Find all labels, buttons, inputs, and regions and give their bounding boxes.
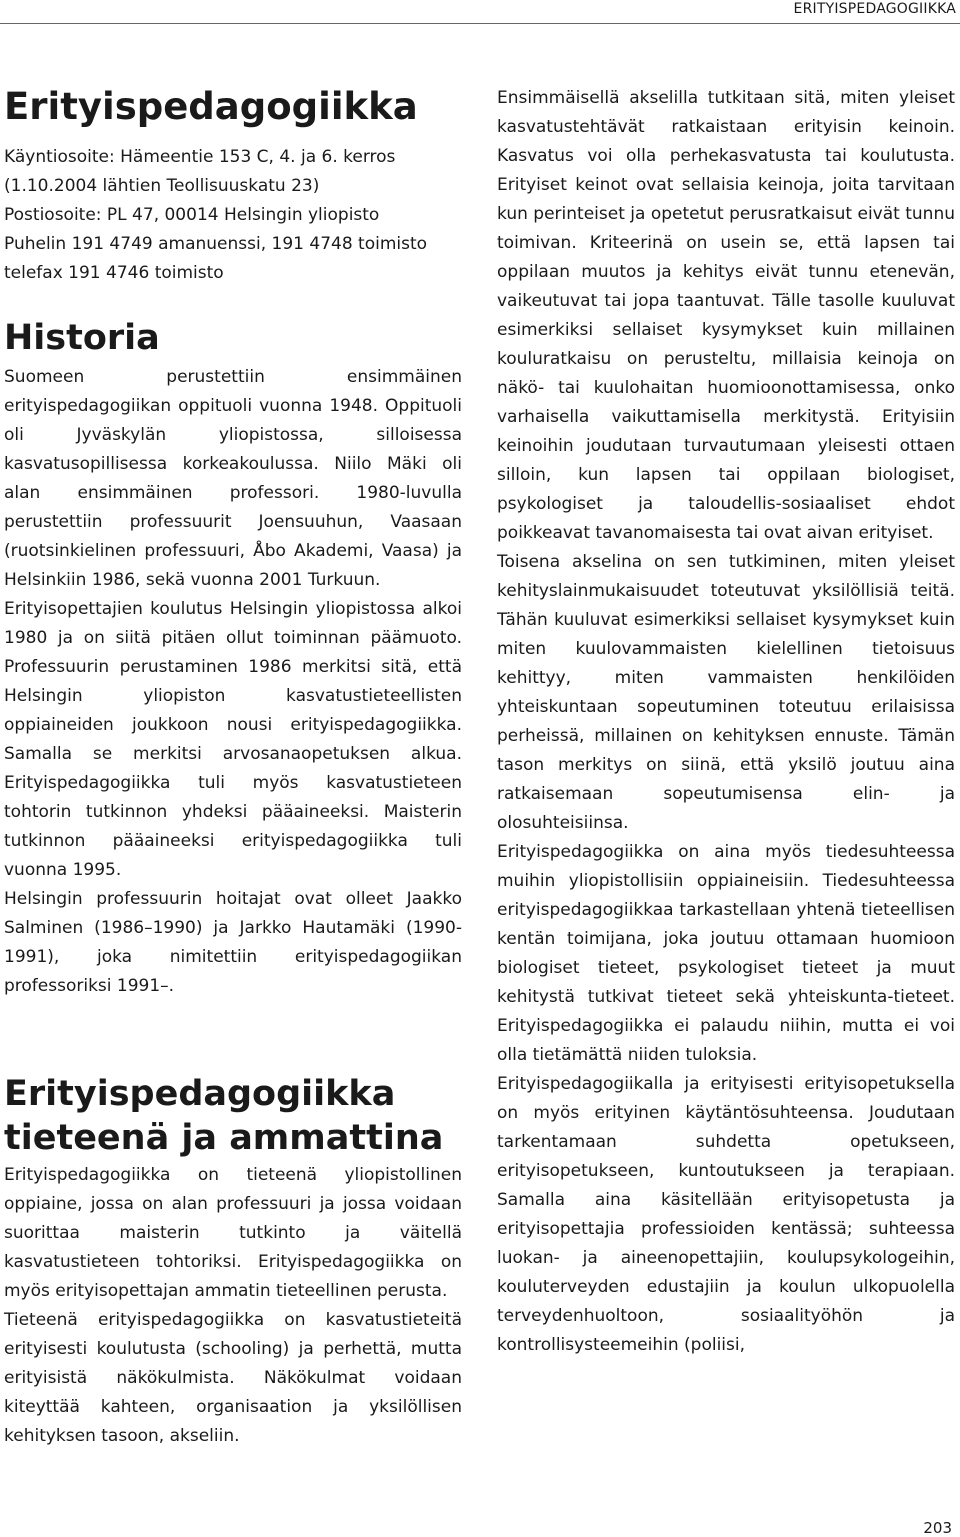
right-column-body	[497, 84, 955, 1360]
address-block	[4, 143, 462, 288]
page-header	[0, 0, 960, 24]
address-fax: telefax 191 4746 toimisto	[4, 263, 224, 283]
address-postal: Postiosoite: PL 47, 00014 Helsingin yliopisto	[4, 205, 380, 225]
body-paragraph: Ensimmäisellä akselilla tutkitaan sitä, miten yleiset kasvatustehtävät ratkaistaan erityisin keinoin. Kasvatus voi olla perhekasvatusta tai koulutusta. Erityiset keinot ovat sellaisia keinoja, joita tarvitaan kun perinteiset ja opetetut perusratkaisut eivät tunnu toimivan. Kriteerinä on usein se, että lapsen tai oppilaan muutos ja kehitys eivät tunnu etenevän, vaikeutuvat tai jopa taantuvat. Tälle tasolle kuuluvat esimerkiksi sellaiset kysymykset kuin millainen kouluratkaisu on perusteltu, millaisia keinoja on näkö- tai kuulohaitan huomioonottamisessa, onko varhaisella vaikuttamisella merkitystä. Erityisiin keinoihin joudutaan turvautumaan yleisesti ottaen silloin, kun lapsen tai oppilaan biologiset, psykologiset ja taloudellis-sosiaaliset ehdot poikkeavat tavanomaisesta tai ovat aivan erityiset.	[497, 88, 955, 543]
tieteena-heading-line2: tieteenä ja ammattina	[4, 1118, 444, 1158]
page-title: Erityispedagogiikka	[4, 85, 418, 128]
body-paragraph: Toisena akselina on sen tutkiminen, miten yleiset kehityslainmukaisuudet toteutuvat yksilöllisiä teitä. Tähän kuuluvat esimerkiksi sellaiset kysymykset kuin miten kuulovammaisten kielellinen tietoisuus kehittyy, miten vammaisten henkilöiden yhteiskuntaan sopeutuminen toteutuu erilaisissa perheissä, millainen on kehityksen ennuste. Tämän tason merkitys on siinä, että yksilö joutuu aina ratkaisemaan sopeutumisensa elin- ja olosuhteisiinsa.	[497, 552, 955, 833]
header-rule	[0, 23, 960, 24]
address-visiting: Käyntiosoite: Hämeentie 153 C, 4. ja 6. kerros (1.10.2004 lähtien Teollisuuskatu 23)	[4, 147, 396, 196]
historia-heading: Historia	[4, 318, 160, 358]
historia-paragraph: Erityisopettajien koulutus Helsingin yliopistossa alkoi 1980 ja on siitä pitäen ollut toiminnan päämuoto. Professuurin perustaminen 1986 merkitsi sitä, että Helsingin yliopiston kasvatustieteellisten oppiaineiden joukkoon nousi erityispedagogiikka. Samalla se merkitsi arvosanaopetuksen alkua. Erityispedagogiikka tuli myös kasvatustieteen tohtorin tutkinnon yhdeksi pääaineeksi. Maisterin tutkinnon pääaineeksi erityispedagogiikka tuli vuonna 1995.	[4, 599, 462, 880]
body-paragraph: Erityispedagogiikalla ja erityisesti erityisopetuksella on myös erityinen käytäntösuhteensa. Joudutaan tarkentamaan suhdetta opetukseen, erityisopetukseen, kuntoutukseen ja terapiaan. Samalla aina käsitellään erityisopetusta ja erityisopettajia professioiden kentässä; suhteessa luokan- ja aineenopettajiin, koulupsykologeihin, kouluterveyden edustajiin ja koulun ulkopuolella terveydenhuoltoon, sosiaalityöhön ja kontrollisysteemeihin (poliisi,	[497, 1074, 955, 1355]
address-phone: Puhelin 191 4749 amanuenssi, 191 4748 toimisto	[4, 234, 428, 254]
page-number: 203	[923, 1519, 952, 1537]
body-paragraph: Erityispedagogiikka on aina myös tiedesuhteessa muihin yliopistollisiin oppiaineisiin. Tiedesuhteessa erityispedagogiikkaa tarkastellaan yhtenä tieteellisen kentän toimijana, joka joutuu ottamaan huomioon biologiset tieteet, psykologiset tieteet ja muut kehitystä tutkivat tieteet sekä yhteiskunta-tieteet. Erityispedagogiikka ei palaudu niihin, mutta ei voi olla tietämättä niiden tuloksia.	[497, 842, 955, 1065]
tieteena-heading	[4, 1072, 443, 1160]
historia-body	[4, 363, 462, 1001]
tieteena-body	[4, 1161, 462, 1451]
running-head: ERITYISPEDAGOGIIKKA	[793, 1, 956, 17]
tieteena-heading-line1: Erityispedagogiikka	[4, 1074, 396, 1114]
tieteena-paragraph: Erityispedagogiikka on tieteenä yliopistollinen oppiaine, jossa on alan professuuri ja jossa voidaan suorittaa maisterin tutkinto ja väitellä kasvatustieteen tohtoriksi. Erityispedagogiikka on myös erityisopettajan ammatin tieteellinen perusta.	[4, 1165, 462, 1301]
historia-paragraph: Suomeen perustettiin ensimmäinen erityispedagogiikan oppituoli vuonna 1948. Oppituoli oli Jyväskylän yliopistossa, silloisessa kasvatusopillisessa korkeakoulussa. Niilo Mäki oli alan ensimmäinen professori. 1980-luvulla perustettiin professuurit Joensuuhun, Vaasaan (ruotsinkielinen professuuri, Åbo Akademi, Vaasa) ja Helsinkiin 1986, sekä vuonna 2001 Turkuun.	[4, 367, 462, 590]
historia-paragraph: Helsingin professuurin hoitajat ovat olleet Jaakko Salminen (1986–1990) ja Jarkko Hautamäki (1990-1991), joka nimitettiin erityispedagogiikan professoriksi 1991–.	[4, 889, 462, 996]
tieteena-paragraph: Tieteenä erityispedagogiikka on kasvatustieteitä erityisesti koulutusta (schooling) ja perhettä, mutta erityisistä näkökulmista. Näkökulmat voidaan kiteyttää kahteen, organisaation ja yksilöllisen kehityksen tasoon, akseliin.	[4, 1310, 462, 1446]
